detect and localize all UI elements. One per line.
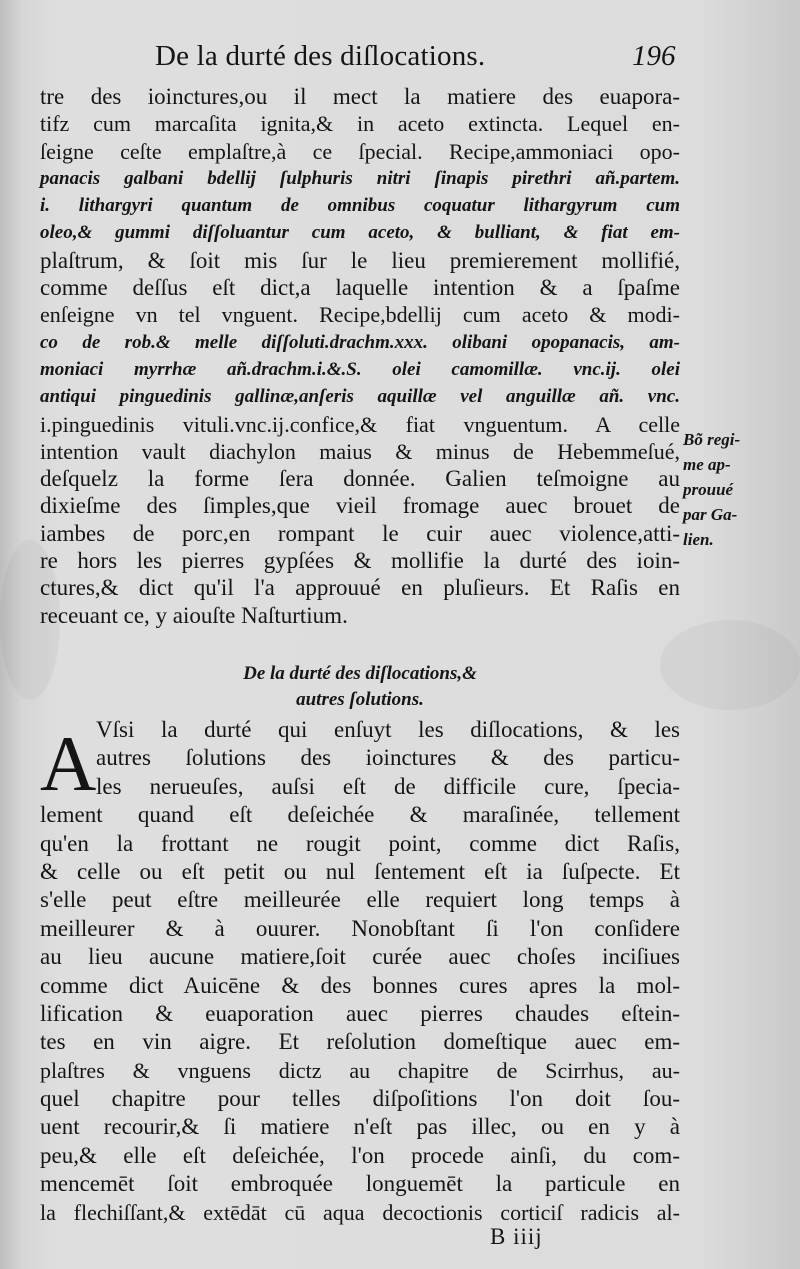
text-line: comme dict Auicēne & des bonnes cures apres la mol-	[40, 972, 680, 998]
running-title: De la durté des diſlocations.	[155, 40, 486, 72]
text-line: moniaci myrrhæ añ.drachm.i.&.S. olei camomillæ. vnc.ij. olei	[40, 358, 680, 380]
margin-note-line: lien.	[683, 530, 714, 549]
text-line: deſquelz la forme ſera donnée. Galien teſmoigne au	[40, 466, 680, 492]
text-line: tifz cum marcaſita ignita,& in aceto extincta. Lequel en-	[40, 111, 680, 137]
page-number: 196	[632, 40, 676, 72]
text-line: qu'en la frottant ne rougit point, comme dict Raſis,	[40, 830, 680, 856]
text-line: iambes de porc,en rompant le cuir auec violence,atti-	[40, 520, 680, 546]
text-line: comme deſſus eſt dict,a laquelle intention & a ſpaſme	[40, 275, 680, 301]
text-line: intention vault diachylon maius & minus de Hebemmeſué,	[40, 438, 680, 464]
text-line: peu,& elle eſt deſeichée, l'on procede ainſi, du com-	[40, 1142, 680, 1168]
text-line: la flechiſſant,& extēdāt cū aqua decoctionis corticiſ radicis al-	[40, 1199, 680, 1225]
paragraph-1	[40, 83, 680, 629]
text-line: les nerueuſes, auſsi eſt de difficile cure, ſpecia-	[96, 773, 680, 799]
text-line: dixieſme des ſimples,que vieil fromage auec brouet de	[40, 493, 680, 519]
margin-note-line: par Ga-	[683, 505, 738, 524]
text-line: uent recourir,& ſi matiere n'eſt pas illec, ou en y à	[40, 1114, 680, 1140]
text-line: tre des ioinctures,ou il mect la matiere des euapora-	[40, 84, 680, 109]
drop-cap: A	[40, 720, 97, 807]
text-line: antiqui pinguedinis gallinæ,anſeris aquillæ vel anguillæ añ. vnc.	[40, 386, 680, 408]
text-line: plaſtres & vnguens dictz au chapitre de Scirrhus, au-	[40, 1057, 680, 1083]
text-line: ſeigne ceſte emplaſtre,à ce ſpecial. Recipe,ammoniaci opo-	[40, 138, 680, 164]
text-line: lement quand eſt deſeichée & maraſinée, tellement	[40, 802, 680, 828]
page-header	[0, 40, 800, 80]
text-line: i. lithargyri quantum de omnibus coquatur lithargyrum cum	[40, 195, 680, 217]
text-line: & celle ou eſt petit ou nul ſentement eſt ia ſuſpecte. Et	[40, 858, 680, 884]
paper-stain	[660, 620, 800, 710]
text-line: au lieu aucune matiere,ſoit curée auec choſes inciſiues	[40, 944, 680, 970]
text-line: quel chapitre pour telles diſpoſitions l'on doit ſou-	[40, 1086, 680, 1112]
text-line: enſeigne vn tel vnguent. Recipe,bdellij cum aceto & modi-	[40, 302, 680, 328]
text-line: co de rob.& melle diſſoluti.drachm.xxx. olibani opopanacis, am-	[40, 331, 680, 353]
text-line: receuant ce, y aiouſte Naſturtium.	[40, 602, 348, 628]
signature-mark: B iiij	[490, 1224, 543, 1249]
text-line: mencemēt ſoit embroquée longuemēt la particule en	[40, 1171, 680, 1197]
text-line: plaſtrum, & ſoit mis ſur le lieu premierement mollifié,	[40, 247, 680, 273]
section-heading-line: De la durté des diſlocations,&	[243, 663, 477, 684]
paragraph-2	[40, 716, 680, 1227]
text-line: re hors les pierres gypſées & mollifie la durté des ioin-	[40, 548, 680, 574]
section-heading	[40, 661, 680, 713]
margin-note	[683, 427, 798, 552]
text-line: panacis galbani bdellij ſulphuris nitri ſinapis pirethri añ.partem.	[40, 167, 680, 189]
text-line: autres ſolutions des ioinctures & des particu-	[96, 745, 680, 771]
text-line: meilleurer & à ouurer. Nonobſtant ſi l'on conſidere	[40, 915, 680, 941]
margin-note-line: prouué	[683, 480, 734, 499]
text-line: Vſsi la durté qui enſuyt les diſlocations, & les	[96, 717, 680, 742]
text-line: tes en vin aigre. Et reſolution domeſtique auec em-	[40, 1029, 680, 1055]
text-line: i.pinguedinis vituli.vnc.ij.confice,& fiat vnguentum. A celle	[40, 411, 680, 437]
margin-note-line: me ap-	[683, 455, 731, 474]
text-line: ctures,& dict qu'il l'a approuué en pluſieurs. Et Raſis en	[40, 575, 680, 601]
margin-note-line: Bõ regi-	[683, 430, 741, 449]
text-line: s'elle peut eſtre meilleurée elle requiert long temps à	[40, 887, 680, 913]
text-line: lification & euaporation auec pierres chaudes eſtein-	[40, 1000, 680, 1026]
section-heading-line: autres ſolutions.	[296, 689, 424, 710]
text-line: oleo,& gummi diſſoluantur cum aceto, & bulliant, & fiat em-	[40, 222, 680, 244]
